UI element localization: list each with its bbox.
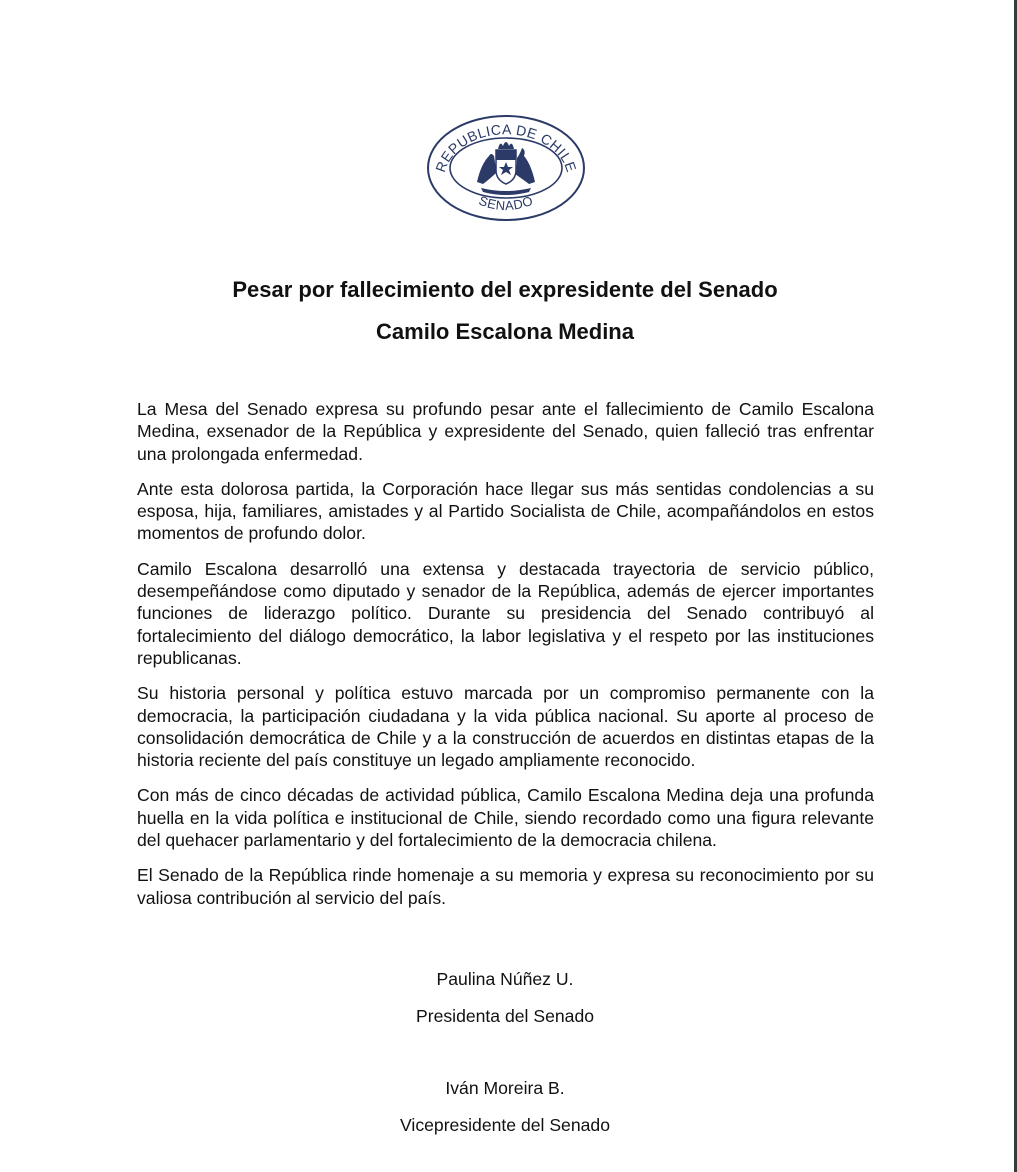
document-title: Pesar por fallecimiento del expresidente del Senado (232, 277, 778, 302)
seal-top-text: REPUBLICA DE CHILE (432, 121, 580, 175)
seal-bottom-text: SENADO (476, 192, 536, 214)
signatory-name: Paulina Núñez U. (436, 969, 574, 989)
document-subtitle: Camilo Escalona Medina (376, 319, 634, 344)
body-paragraph: Ante esta dolorosa partida, la Corporación hace llegar sus más sentidas condolencias a su esposa, hija, familiares, amistades y al Partido Socialista de Chile, acompañándolos en estos momentos de profundo dolor. (137, 478, 874, 544)
senado-seal (425, 112, 587, 224)
body-paragraph: La Mesa del Senado expresa su profundo pesar ante el fallecimiento de Camilo Escalona Medina, exsenador de la República y expresidente del Senado, quien falleció tras enfrentar una prolongada enfermedad. (137, 399, 874, 464)
signatory-role: Vicepresidente del Senado (400, 1115, 610, 1135)
coat-of-arms-icon (477, 142, 535, 195)
signatory-name: Iván Moreira B. (445, 1078, 565, 1098)
body-paragraph: El Senado de la República rinde homenaje a su memoria y expresa su reconocimiento por su valiosa contribución al servicio del país. (137, 865, 874, 908)
signatory-role: Presidenta del Senado (415, 1006, 595, 1026)
body-paragraph: Su historia personal y política estuvo marcada por un compromiso permanente con la democracia, la participación ciudadana y la vida pública nacional. Su aporte al proceso de consolidación democrática de Chile y a la construcción de acuerdos en distintas etapas de la historia reciente del país constituye un legado ampliamente reconocido. (137, 683, 874, 771)
body-paragraph: Camilo Escalona desarrolló una extensa y destacada trayectoria de servicio público, desempeñándose como diputado y senador de la República, además de ejercer importantes funciones de liderazgo político. Durante su presidencia del Senado contribuyó al fortalecimiento del diálogo democrático, la labor legislativa y el respeto por las instituciones republicanas. (137, 558, 874, 668)
document-body (137, 398, 874, 922)
body-paragraph: Con más de cinco décadas de actividad pública, Camilo Escalona Medina deja una profunda huella en la vida política e institucional de Chile, siendo recordado como una figura relevante del quehacer parlamentario y del fortalecimiento de la democracia chilena. (137, 785, 874, 851)
seal-graphic (425, 112, 587, 224)
